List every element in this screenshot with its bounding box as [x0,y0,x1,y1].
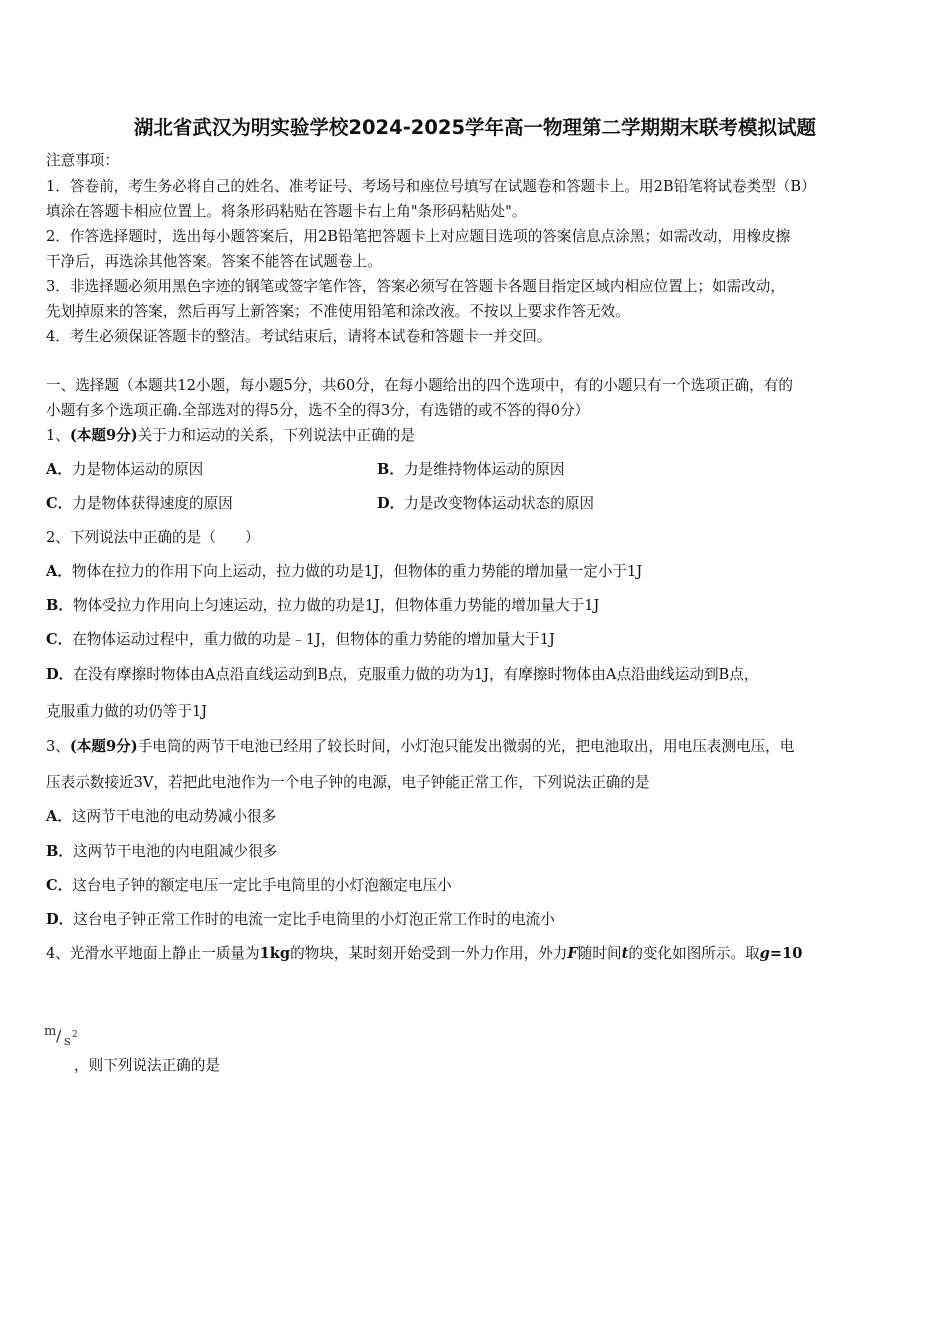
q3-option-b: B．这两节干电池的内电阻减少很多 [46,843,278,860]
notice-line: 3．非选择题必须用黑色字迹的钢笔或签字笔作答，答案必须写在答题卡各题目指定区域内相应位置上；如需改动， [46,278,785,295]
question-number: 3、 [46,738,70,755]
section-heading-cont: 小题有多个选项正确.全部选对的得5分，选不全的得3分，有选错的或不答的得0分） [46,402,590,419]
question-1-stem [46,426,415,446]
notice-line: 填涂在答题卡相应位置上。将条形码粘贴在答题卡右上角"条形码粘贴处"。 [46,203,527,220]
q2-option-d-cont: 克服重力做的功仍等于1J [46,703,208,720]
q2-option-c: C．在物体运动过程中，重力做的功是﹣1J，但物体的重力势能的增加量大于1J [46,631,555,648]
q1-option-b: B．力是维持物体运动的原因 [377,461,565,478]
question-3-stem-cont: 压表示数接近3V，若把此电池作为一个电子钟的电源，电子钟能正常工作，下列说法正确的是 [46,774,650,791]
question-number: 1、 [46,427,70,444]
question-text: 关于力和运动的关系，下列说法中正确的是 [137,427,415,444]
question-text: 手电筒的两节干电池已经用了较长时间，小灯泡只能发出微弱的光，把电池取出，用电压表测电压，电 [137,738,795,755]
notice-line: 先划掉原来的答案，然后再写上新答案；不准使用铅笔和涂改液。不按以上要求作答无效。 [46,303,630,320]
notice-line: 1．答卷前，考生务必将自己的姓名、准考证号、考场号和座位号填写在试题卷和答题卡上。用2B铅笔将试卷类型（B） [46,178,816,195]
q1-option-a: A．力是物体运动的原因 [46,461,204,478]
acceleration-unit: m / s 2 [44,1024,78,1049]
q3-option-c: C．这台电子钟的额定电压一定比手电筒里的小灯泡额定电压小 [46,877,452,894]
q2-option-b: B．物体受拉力作用向上匀速运动，拉力做的功是1J，但物体重力势能的增加量大于1J [46,597,600,614]
q1-option-c: C．力是物体获得速度的原因 [46,495,233,512]
question-4-stem: 4、光滑水平地面上静止一质量为1kg的物块，某时刻开始受到一外力作用，外力F随时间t的变化如图所示。取g=10 [46,945,803,962]
q3-option-d: D．这台电子钟正常工作时的电流一定比手电筒里的小灯泡正常工作时的电流小 [46,911,555,928]
notice-line: 干净后，再选涂其他答案。答案不能答在试题卷上。 [46,253,382,270]
page-title: 湖北省武汉为明实验学校2024-2025学年高一物理第二学期期末联考模拟试题 [133,116,817,139]
question-2-stem: 2、下列说法中正确的是（ ） [46,529,260,546]
notice-line: 2．作答选择题时，选出每小题答案后，用2B铅笔把答题卡上对应题目选项的答案信息点涂黑；如需改动，用橡皮擦 [46,228,791,245]
question-score: (本题9分) [69,427,138,444]
question-3-stem [46,737,794,757]
notice-line: 4．考生必须保证答题卡的整洁。考试结束后，请将本试卷和答题卡一并交回。 [46,328,552,345]
question-score: (本题9分) [69,738,138,755]
section-heading: 一、选择题（本题共12小题，每小题5分，共60分，在每小题给出的四个选项中，有的小题只有一个选项正确，有的 [46,377,793,394]
question-4-tail: ，则下列说法正确的是 [74,1057,220,1074]
q2-option-d: D．在没有摩擦时物体由A点沿直线运动到B点，克服重力做的功为1J，有摩擦时物体由A点沿曲线运动到B点， [46,666,759,683]
notice-heading: 注意事项： [46,152,119,169]
q2-option-a: A．物体在拉力的作用下向上运动，拉力做的功是1J，但物体的重力势能的增加量一定小于1J [46,563,643,580]
q1-option-d: D．力是改变物体运动状态的原因 [377,495,594,512]
q3-option-a: A．这两节干电池的电动势减小很多 [46,808,277,825]
